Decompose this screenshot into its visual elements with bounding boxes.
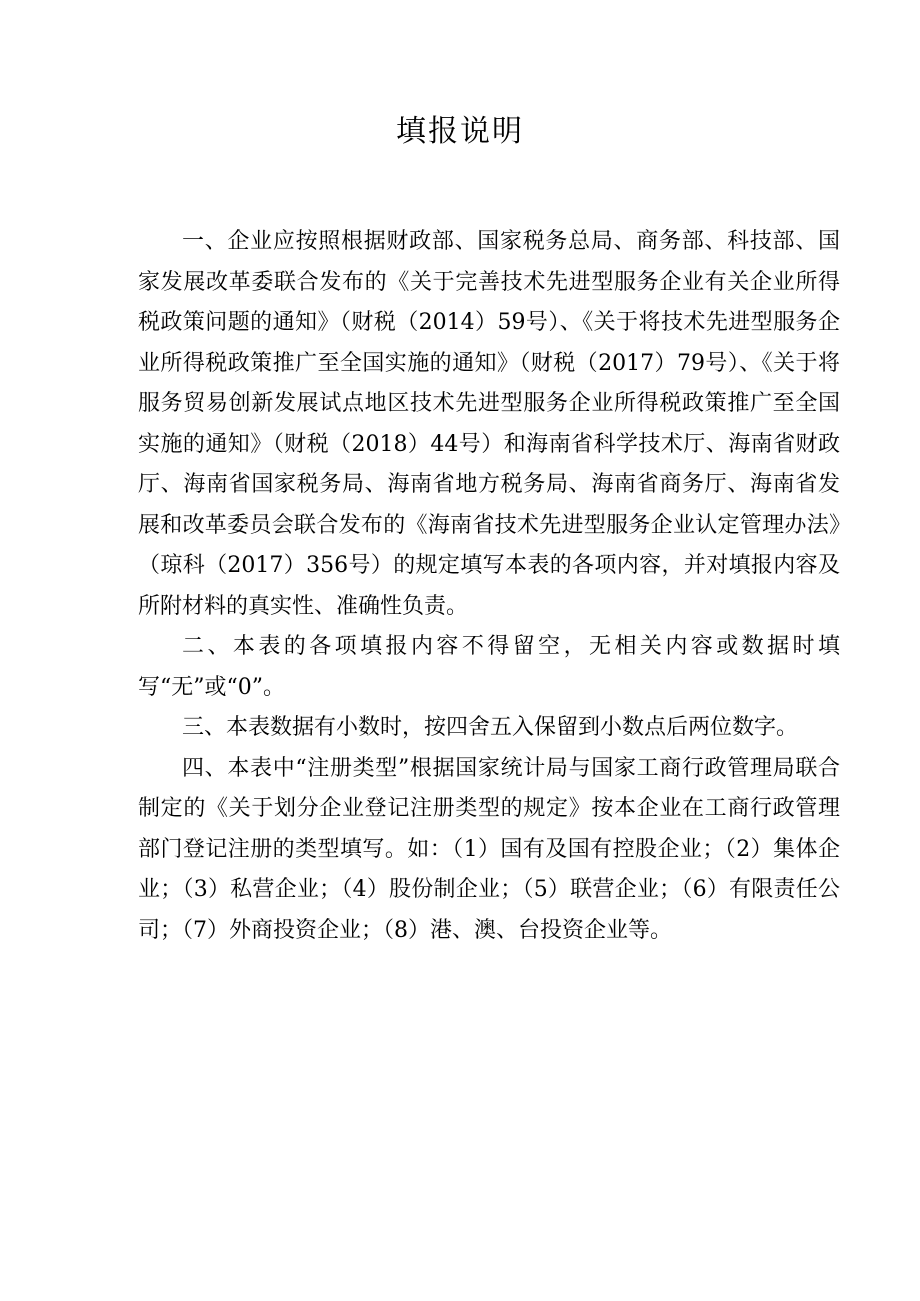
instruction-paragraph-3: 三、本表数据有小数时，按四舍五入保留到小数点后两位数字。 — [182, 715, 799, 740]
instruction-paragraph-1: 一、企业应按照根据财政部、国家税务总局、商务部、科技部、国家发展改革委联合发布的《关于完善技术先进型服务企业有关企业所得税政策问题的通知》（财税（2014）59号）、《关于将技术先进型服务企业所得税政策推广至全国实施的通知》（财税（2017）79号）、《关于将服务贸易创新发展试点地区技术先进型服务企业所得税政策推广至全国实施的通知》（财税（2018）44号）和海南省科学技术厅、海南省财政厅、海南省国家税务局、海南省地方税务局、海南省商务厅、海南省发展和改革委员会联合发布的《海南省技术先进型服务企业认定管理办法》（琼科（2017）356号）的规定填写本表的各项内容，并对填报内容及所附材料的真实性、准确性负责。 — [138, 229, 840, 619]
instructions-body — [138, 222, 840, 951]
instruction-paragraph-2: 二、本表的各项填报内容不得留空，无相关内容或数据时填写“无”或“0”。 — [138, 634, 840, 700]
instruction-paragraph-4: 四、本表中“注册类型”根据国家统计局与国家工商行政管理局联合制定的《关于划分企业登记注册类型的规定》按本企业在工商行政管理部门登记注册的类型填写。如：（1）国有及国有控股企业；（2）集体企业；（3）私营企业；（4）股份制企业；（5）联营企业；（6）有限责任公司；（7）外商投资企业；（8）港、澳、台投资企业等。 — [138, 755, 840, 943]
document-title: 填报说明 — [396, 114, 524, 149]
